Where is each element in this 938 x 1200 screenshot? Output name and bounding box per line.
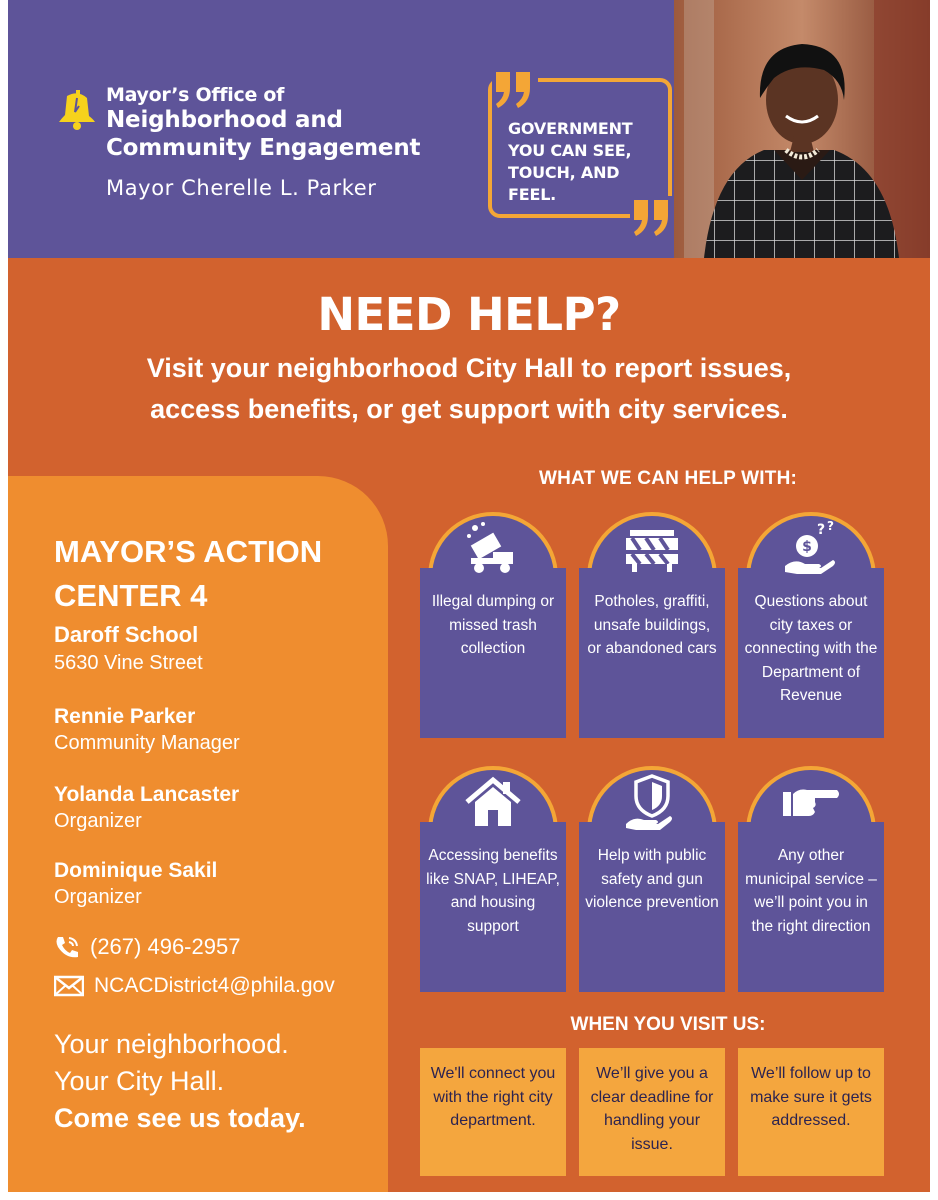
email-address[interactable]: NCACDistrict4@phila.gov (94, 974, 335, 997)
road-barrier-icon (622, 518, 682, 578)
header-banner (8, 0, 930, 258)
house-icon (463, 772, 523, 832)
help-card-text: Potholes, graffiti, unsafe buildings, or abandoned cars (587, 593, 717, 657)
pointing-hand-icon (781, 772, 841, 832)
visit-heading: WHEN YOU VISIT US: (570, 1014, 766, 1035)
visit-item: We’ll follow up to make sure it gets addressed. (738, 1048, 884, 1176)
staff-name: Yolanda Lancaster (54, 783, 240, 806)
mayor-name: Mayor Cherelle L. Parker (106, 176, 377, 200)
svg-text:?: ? (817, 522, 826, 538)
staff-name: Rennie Parker (54, 705, 196, 728)
action-center-title (54, 530, 374, 618)
office-line-2: Neighborhood and (106, 107, 343, 133)
staff-name: Dominique Sakil (54, 859, 218, 882)
staff-member (54, 782, 239, 834)
slogan-line-1: Your neighborhood. (54, 1029, 289, 1059)
flyer (8, 0, 930, 1192)
office-line-3: Community Engagement (106, 135, 421, 161)
staff-role: Organizer (54, 886, 142, 908)
help-card-text: Any other municipal service – we’ll point you in the right direction (745, 847, 877, 935)
help-card-text: Illegal dumping or missed trash collection (431, 593, 555, 657)
quote-text: GOVERNMENT YOU CAN SEE, TOUCH, AND FEEL. (508, 119, 633, 204)
visit-item: We’ll give you a clear deadline for handling your issue. (579, 1048, 725, 1176)
shield-hand-icon (622, 772, 682, 832)
email-contact[interactable] (54, 974, 335, 998)
phone-contact[interactable] (54, 934, 240, 960)
help-card-text: Help with public safety and gun violence prevention (585, 847, 719, 911)
slogan-line-2: Your City Hall. (54, 1066, 225, 1096)
staff-member (54, 858, 217, 910)
phone-number[interactable]: (267) 496-2957 (90, 934, 241, 959)
center-title-line-2: CENTER 4 (54, 578, 208, 613)
staff-role: Community Manager (54, 732, 240, 754)
need-help-subtitle (48, 348, 890, 430)
money-question-icon (781, 518, 841, 578)
liberty-bell-icon (53, 86, 99, 132)
subtitle-line-2: access benefits, or get support with city services. (150, 394, 788, 424)
envelope-icon (54, 975, 84, 997)
help-heading: WHAT WE CAN HELP WITH: (538, 468, 798, 489)
dump-truck-icon (463, 518, 523, 578)
slogan-line-3: Come see us today. (54, 1103, 306, 1133)
school-address: 5630 Vine Street (54, 652, 203, 674)
svg-text:$: $ (802, 539, 812, 555)
open-quote-icon (492, 68, 538, 112)
svg-text:?: ? (827, 519, 834, 533)
help-card-text: Questions about city taxes or connecting with the Department of Revenue (744, 593, 878, 704)
mayor-photo (674, 0, 930, 258)
school-name: Daroff School (54, 622, 199, 647)
center-title-line-1: MAYOR’S ACTION (54, 534, 323, 569)
staff-member (54, 704, 240, 756)
subtitle-line-1: Visit your neighborhood City Hall to report issues, (146, 353, 792, 383)
help-card-text: Accessing benefits like SNAP, LIHEAP, and housing support (426, 847, 560, 935)
staff-role: Organizer (54, 810, 142, 832)
slogan (54, 1026, 306, 1137)
office-line-1: Mayor’s Office of (106, 84, 285, 106)
need-help-title: NEED HELP? (317, 288, 621, 341)
close-quote-icon (630, 196, 676, 240)
visit-item: We'll connect you with the right city department. (420, 1048, 566, 1176)
phone-icon (54, 935, 80, 959)
